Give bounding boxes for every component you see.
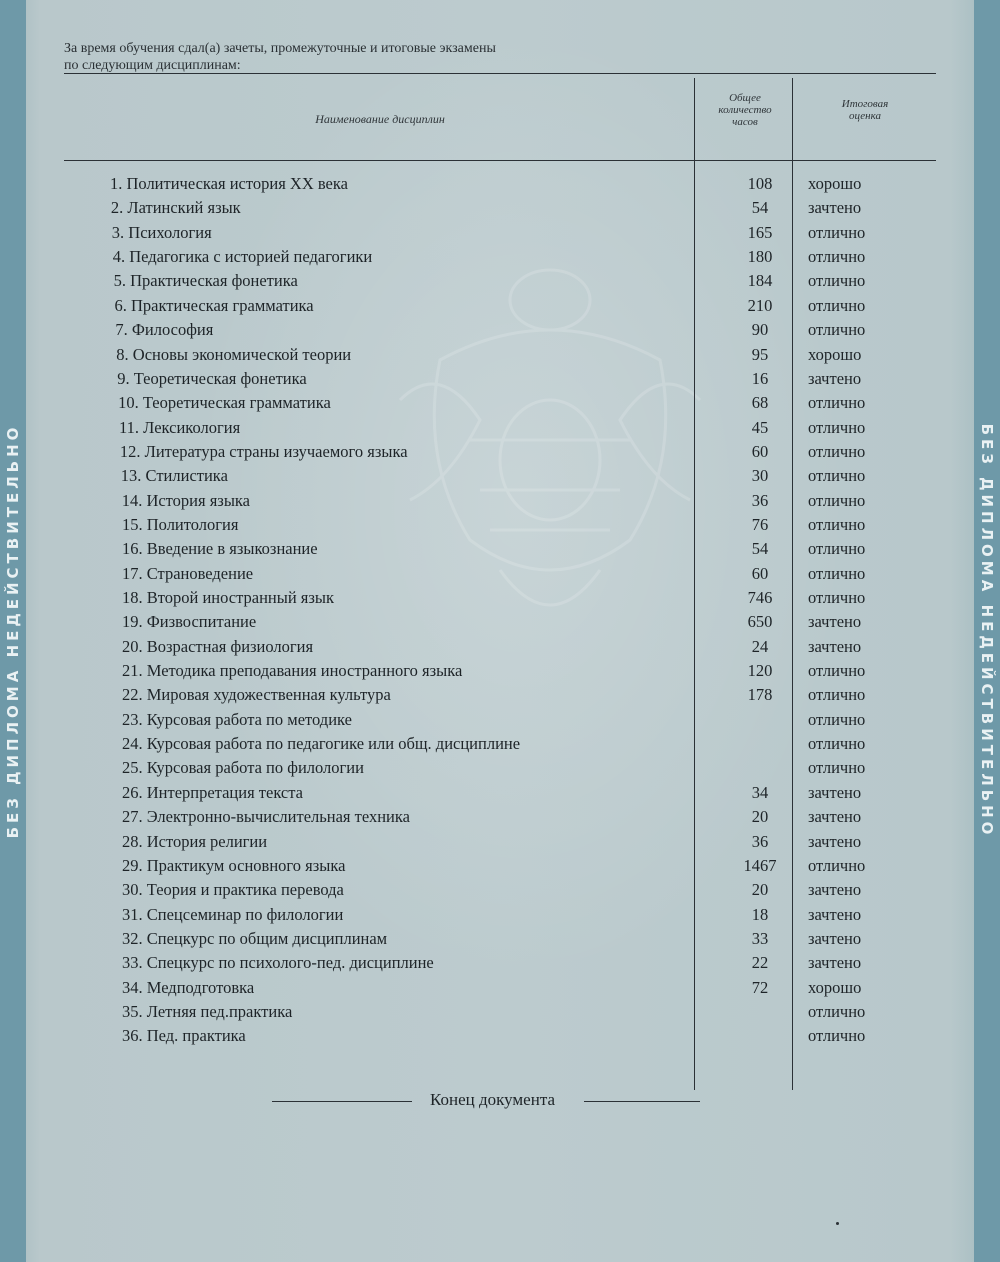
discipline-grade: хорошо [808,977,862,997]
discipline-title: Спецсеминар по филологии [146,904,344,924]
discipline-hours: 72 [751,977,769,997]
discipline-name [122,685,391,705]
discipline-grade: отлично [808,539,866,559]
discipline-hours: 746 [747,588,773,607]
discipline-name [122,515,238,535]
discipline-title: История религии [146,831,268,851]
discipline-title: Летняя пед.практика [146,1001,293,1021]
discipline-number: 10. [118,393,139,413]
discipline-name [122,1002,292,1022]
table-row [0,174,1000,198]
table-row [0,856,1000,880]
table-row [0,978,1000,1002]
table-row [0,247,1000,271]
discipline-grade: зачтено [808,880,862,900]
discipline-grade: хорошо [808,344,862,364]
discipline-name [122,856,345,876]
discipline-name [122,491,250,511]
discipline-title: Спецкурс по психолого-пед. дисциплине [146,953,434,973]
discipline-name [122,734,520,754]
discipline-hours: 184 [747,271,773,291]
column-header-hours-3: часов [732,116,758,128]
discipline-name [113,247,373,267]
discipline-grade: отлично [808,466,866,486]
discipline-grade: отлично [808,758,866,778]
discipline-title: Психология [128,222,212,242]
table-row [0,832,1000,856]
table-row [0,320,1000,344]
discipline-name [122,929,387,949]
discipline-title: Основы экономической теории [132,344,352,364]
discipline-number: 32. [122,928,143,948]
table-row [0,783,1000,807]
discipline-name [122,710,352,730]
discipline-hours: 1467 [743,855,777,875]
discipline-title: Курсовая работа по методике [146,709,352,729]
discipline-hours: 180 [747,247,773,267]
table-row [0,564,1000,588]
discipline-number: 24. [122,734,143,754]
discipline-title: Литература страны изучаемого языка [144,441,408,461]
discipline-name [116,345,351,365]
discipline-title: Второй иностранный язык [146,588,334,607]
discipline-number: 27. [122,807,143,827]
discipline-grade: отлично [808,1001,866,1021]
table-row [0,223,1000,247]
table-row [0,345,1000,369]
discipline-grade: зачтено [808,198,862,218]
discipline-grade: отлично [808,514,866,534]
discipline-grade: зачтено [808,807,862,827]
discipline-number: 18. [122,588,143,607]
discipline-title: Методика преподавания иностранного языка [146,661,463,680]
discipline-number: 14. [121,490,143,510]
table-row [0,661,1000,685]
discipline-grade: отлично [808,320,866,340]
discipline-title: Философия [131,320,214,340]
discipline-name [112,223,212,243]
discipline-hours: 90 [751,320,769,340]
discipline-name [120,442,408,462]
discipline-title: Страноведение [146,563,254,583]
discipline-hours: 16 [751,368,769,388]
table-row [0,296,1000,320]
discipline-hours: 30 [751,466,769,486]
table-row [0,710,1000,734]
table-row [0,929,1000,953]
discipline-grade: зачтено [808,928,862,948]
end-dash-right [584,1101,700,1102]
discipline-grade: отлично [808,222,866,242]
discipline-title: Практическая грамматика [131,295,314,315]
discipline-number: 30. [122,880,143,900]
discipline-number: 15. [122,514,143,534]
discipline-hours: 165 [747,222,773,242]
discipline-name [122,539,318,559]
table-row [0,393,1000,417]
discipline-name [121,466,228,486]
table-row [0,491,1000,515]
header-top-rule [64,73,936,74]
discipline-title: Стилистика [145,466,228,486]
table-row [0,685,1000,709]
discipline-name [122,978,254,998]
discipline-hours: 60 [751,563,769,583]
discipline-title: Возрастная физиология [146,636,314,656]
discipline-hours: 650 [747,612,773,632]
table-row [0,442,1000,466]
discipline-grade: зачтено [808,782,862,802]
discipline-hours: 76 [751,514,769,534]
intro-text [64,40,496,74]
discipline-title: История языка [146,490,250,510]
discipline-name [122,1026,246,1046]
discipline-hours: 95 [751,344,769,364]
table-row [0,637,1000,661]
discipline-hours: 22 [751,953,769,973]
discipline-title: Педагогика с историей педагогики [129,247,373,267]
discipline-grade: зачтено [808,612,862,632]
discipline-number: 3. [111,222,125,242]
discipline-name [122,637,313,657]
discipline-title: Медподготовка [146,977,255,997]
discipline-title: Электронно-вычислительная техника [146,807,410,827]
discipline-hours: 68 [751,393,769,413]
discipline-number: 6. [114,295,127,315]
discipline-number: 4. [112,247,126,267]
discipline-grade: отлично [808,1026,866,1046]
table-row [0,418,1000,442]
discipline-title: Теоретическая фонетика [133,368,307,388]
discipline-grade: зачтено [808,831,862,851]
discipline-name [122,905,343,925]
column-header-grade-2: оценка [849,110,881,122]
discipline-hours: 210 [747,295,773,315]
discipline-number: 22. [122,685,143,705]
table-row [0,1002,1000,1026]
table-row [0,588,1000,612]
discipline-hours: 120 [747,661,773,680]
discipline-grade: хорошо [808,174,862,193]
discipline-hours: 20 [751,807,769,827]
discipline-grade: отлично [808,563,866,583]
table-row [0,612,1000,636]
header-bottom-rule [64,160,936,161]
discipline-hours: 54 [751,539,769,559]
discipline-name [122,758,364,778]
discipline-grade: отлично [808,855,866,875]
column-header-hours-2: количество [718,104,772,116]
column-header-hours [700,92,790,128]
discipline-title: Латинский язык [127,198,241,218]
discipline-name [122,588,334,608]
discipline-grade: отлично [808,441,866,461]
table-row [0,880,1000,904]
discipline-hours: 36 [751,490,769,510]
discipline-name [122,564,253,584]
discipline-grade: зачтено [808,636,862,656]
table-row [0,369,1000,393]
column-header-name: Наименование дисциплин [315,112,445,126]
speck [836,1222,839,1225]
discipline-name [122,783,303,803]
discipline-number: 1. [110,174,123,193]
table-row [0,198,1000,222]
table-row [0,466,1000,490]
document-end-marker [272,1089,700,1113]
intro-line-1: За время обучения сдал(а) зачеты, промежуточные и итоговые экзамены [64,41,496,56]
discipline-title: Политическая история XX века [126,174,348,193]
discipline-title: Пед. практика [146,1026,246,1046]
discipline-grade: отлично [808,709,866,729]
column-header-grade-1: Итоговая [841,98,889,110]
discipline-name [114,271,298,291]
discipline-title: Курсовая работа по педагогике или общ. дисциплине [146,734,521,754]
discipline-name [122,661,462,681]
discipline-number: 12. [119,441,141,461]
table-row [0,807,1000,831]
discipline-hours: 178 [747,685,773,705]
discipline-title: Теория и практика перевода [146,880,344,900]
end-dash-left [272,1101,412,1102]
discipline-name [119,418,240,438]
discipline-grade: зачтено [808,368,862,388]
discipline-title: Введение в языкознание [146,539,318,559]
discipline-hours: 54 [751,198,769,218]
discipline-name [122,807,410,827]
discipline-title: Физвоспитание [146,612,257,632]
table-row [0,515,1000,539]
discipline-grade: зачтено [808,953,862,973]
discipline-title: Политология [146,514,239,534]
discipline-name [122,953,434,973]
discipline-number: 11. [119,417,140,437]
discipline-number: 29. [122,855,143,875]
discipline-title: Спецкурс по общим дисциплинам [146,928,388,948]
column-header-grade [810,98,920,122]
discipline-title: Курсовая работа по филологии [146,758,364,778]
discipline-number: 7. [115,320,128,340]
discipline-number: 16. [122,539,143,559]
discipline-number: 36. [122,1026,143,1046]
discipline-name [115,320,213,340]
discipline-number: 8. [116,344,129,364]
discipline-number: 19. [122,612,143,632]
discipline-grade: отлично [808,685,866,705]
discipline-number: 23. [122,709,143,729]
discipline-hours: 34 [751,782,769,802]
discipline-title: Практическая фонетика [130,271,298,291]
discipline-grade: отлично [808,393,866,413]
discipline-grade: отлично [808,490,866,510]
discipline-name [111,198,241,218]
discipline-hours: 20 [751,880,769,900]
discipline-number: 28. [122,831,143,851]
discipline-name [122,832,267,852]
table-row [0,905,1000,929]
discipline-name [117,369,307,389]
discipline-name [118,393,331,413]
discipline-number: 13. [120,466,142,486]
discipline-hours: 108 [747,174,773,193]
discipline-hours: 24 [751,636,769,656]
discipline-number: 35. [122,1001,143,1021]
discipline-hours: 36 [751,831,769,851]
discipline-grade: отлично [808,417,866,437]
discipline-name [122,880,344,900]
column-header-hours-1: Общее [729,92,761,104]
discipline-name [110,174,348,194]
discipline-number: 31. [122,904,143,924]
discipline-grade: отлично [808,271,866,291]
table-row [0,734,1000,758]
discipline-grade: отлично [808,734,866,754]
discipline-number: 26. [122,782,143,802]
table-row [0,271,1000,295]
discipline-name [115,296,314,316]
left-strip-text: БЕЗ ДИПЛОМА НЕДЕЙСТВИТЕЛЬНО [4,423,22,839]
discipline-hours: 60 [751,441,769,461]
table-row [0,539,1000,563]
table-row [0,953,1000,977]
discipline-grade: отлично [808,661,866,680]
discipline-number: 34. [122,977,143,997]
discipline-title: Теоретическая грамматика [142,393,331,413]
discipline-number: 2. [110,198,124,218]
discipline-grade: зачтено [808,904,862,924]
discipline-number: 17. [122,563,143,583]
discipline-title: Лексикология [143,417,241,437]
discipline-title: Мировая художественная культура [146,685,391,705]
document-end-text: Конец документа [430,1090,556,1109]
right-strip-text: БЕЗ ДИПЛОМА НЕДЕЙСТВИТЕЛЬНО [978,423,996,839]
table-row [0,1026,1000,1050]
discipline-number: 20. [122,636,143,656]
discipline-number: 33. [122,953,143,973]
intro-line-2: по следующим дисциплинам: [64,58,241,73]
discipline-hours: 18 [751,904,769,924]
discipline-grade: отлично [808,247,866,267]
discipline-grade: отлично [808,295,866,315]
discipline-title: Практикум основного языка [146,855,346,875]
discipline-number: 21. [122,661,143,680]
discipline-number: 5. [113,271,126,291]
discipline-title: Интерпретация текста [146,782,303,802]
discipline-number: 25. [122,758,143,778]
discipline-hours: 45 [751,417,769,437]
discipline-number: 9. [117,368,130,388]
discipline-grade: отлично [808,588,866,607]
discipline-hours: 33 [751,928,769,948]
discipline-name [122,612,256,632]
table-row [0,758,1000,782]
